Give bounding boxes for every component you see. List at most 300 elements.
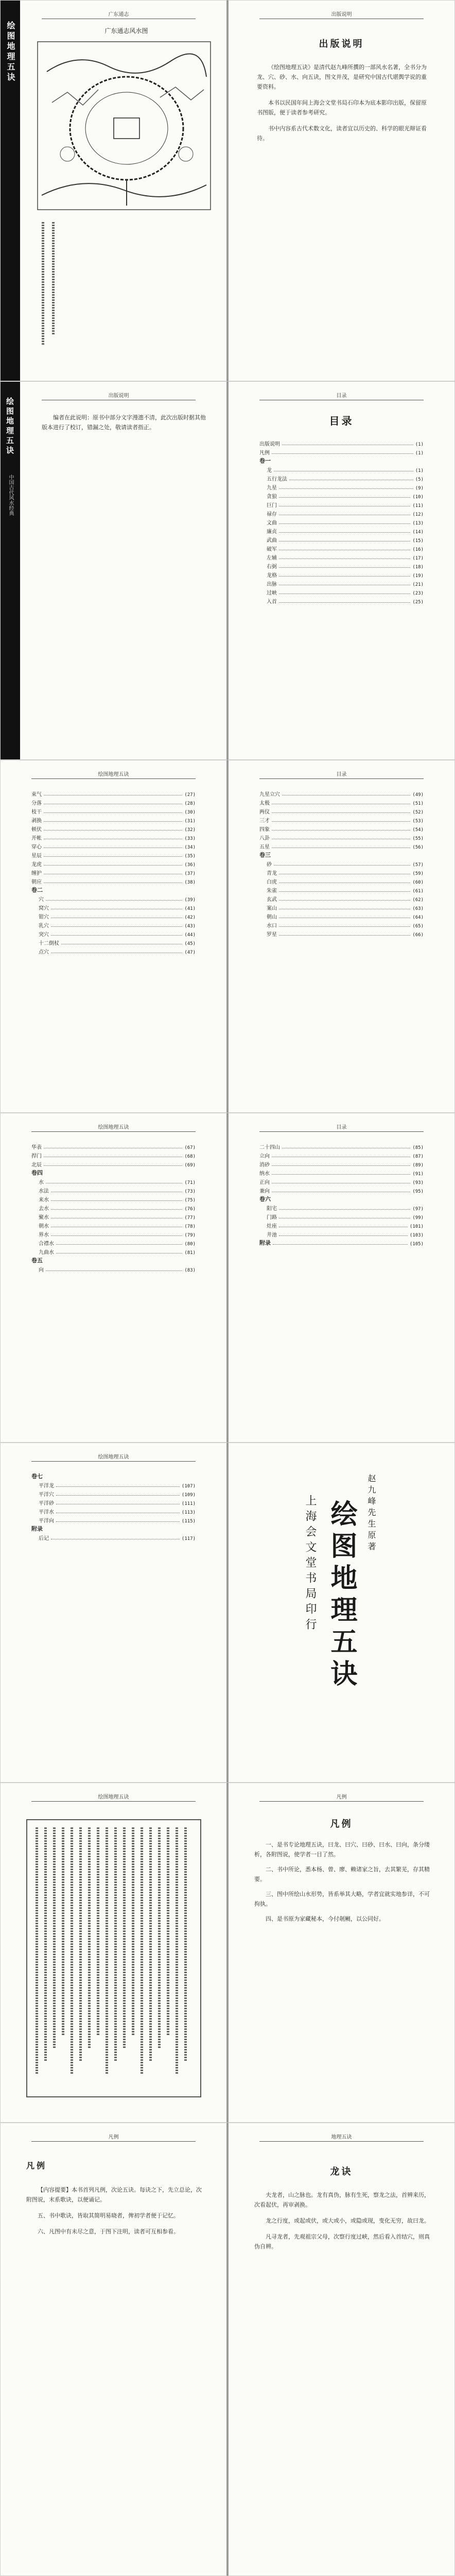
toc-entry-title: 聚水: [39, 1215, 49, 1221]
toc-page-number: (85): [412, 1145, 424, 1150]
running-head: 广东通志: [42, 10, 196, 19]
title-page-title: 绘图地理五诀: [326, 1500, 357, 1691]
toc-entry: [259, 833, 424, 841]
toc-page-number: (12): [412, 512, 424, 517]
manuscript-text-column: [62, 1827, 64, 2036]
page-left: [0, 760, 227, 1113]
spine-subtitle: 中国古代风水经典: [8, 474, 13, 516]
dot-leader: [279, 900, 410, 901]
toc-section-heading: [259, 1194, 424, 1203]
toc-entry: [259, 911, 424, 920]
toc-entry-title: 北辰: [31, 1162, 42, 1168]
toc-entry: [259, 1142, 424, 1150]
toc-entry-title: 穴: [39, 897, 44, 903]
dot-leader: [279, 1209, 410, 1210]
toc-entry: [259, 894, 424, 903]
toc-page-number: (25): [412, 600, 424, 605]
toc-entry: [259, 815, 424, 824]
page-right: [227, 381, 455, 760]
toc-entry: [31, 1150, 196, 1159]
dot-leader: [273, 1244, 408, 1245]
toc-page-number: (115): [181, 1519, 196, 1524]
toc-page-number: (23): [412, 591, 424, 596]
manuscript-columns: [32, 1825, 195, 2091]
toc-entry: [31, 841, 196, 850]
toc-entry: [31, 1264, 196, 1273]
manuscript-text-column: [141, 1827, 143, 2075]
scan-residue: [31, 222, 216, 361]
manuscript-text-column: [158, 1827, 161, 2049]
toc-entry: [31, 911, 196, 920]
toc-entry-title: 开帐: [31, 836, 42, 841]
toc-entry: [31, 920, 196, 929]
toc-page-number: (1): [415, 451, 424, 456]
toc-page-number: (45): [184, 941, 196, 946]
toc-page-number: (93): [412, 1180, 424, 1185]
dot-leader: [279, 558, 410, 559]
toc-page-number: (10): [412, 495, 424, 500]
toc-entry: [259, 535, 424, 544]
toc-entry: [259, 1212, 424, 1221]
toc-entry-title: 白虎: [267, 879, 277, 885]
toc-page-number: (57): [412, 862, 424, 868]
toc-page-number: (64): [412, 915, 424, 920]
toc-entry: [259, 579, 424, 587]
toc-entry: [259, 1150, 424, 1159]
paragraph: 《绘图地理五诀》是清代赵九峰所撰的一部风水名著，全书分为龙、穴、砂、水、向五诀，图文并茂，是研究中国古代堪舆学说的重要资料。: [257, 64, 427, 90]
toc-entry-title: 卷三: [259, 852, 271, 858]
toc-entry: [259, 1203, 424, 1212]
toc-section-heading: [31, 1168, 196, 1177]
book-spread: [0, 1443, 455, 1783]
toc-page-number: (78): [184, 1224, 196, 1229]
toc-entry-title: 九星立穴: [259, 792, 280, 798]
page-left: [0, 1443, 227, 1783]
toc-entry-title: 合襟水: [39, 1241, 54, 1247]
book-spread: [0, 1783, 455, 2123]
toc-entry: [259, 465, 424, 473]
toc-entry-title: 突穴: [39, 932, 49, 938]
toc-page-number: (111): [181, 1501, 196, 1506]
toc-entry: [31, 850, 196, 859]
toc-entry: [259, 1177, 424, 1185]
toc-entry-title: 卷六: [259, 1196, 271, 1202]
toc-entry-title: 兼向: [259, 1189, 270, 1194]
book-spread: [0, 2123, 455, 2576]
toc-section-heading: [259, 1238, 424, 1247]
feng-shui-map: [37, 41, 212, 211]
toc-entry-title: 出版说明: [259, 442, 280, 447]
toc-entry: [31, 1212, 196, 1221]
toc-entry: [259, 1221, 424, 1229]
manuscript-text-column: [149, 1827, 152, 2062]
toc-page-number: (21): [412, 582, 424, 587]
toc-entry-title: 九星: [267, 485, 277, 491]
toc-list: [31, 789, 196, 955]
toc-entry: [259, 526, 424, 535]
manuscript-text-column: [88, 1827, 91, 2049]
toc-entry-title: 朱雀: [267, 888, 277, 894]
running-head: 出版说明: [42, 391, 196, 400]
dot-leader: [56, 1244, 182, 1245]
dot-leader: [44, 821, 182, 822]
toc-entry-title: 五行龙法: [267, 477, 287, 482]
toc-entry-title: 附录: [31, 1526, 43, 1532]
toc-page-number: (66): [412, 933, 424, 938]
toc-entry-title: 缠护: [31, 871, 42, 876]
manuscript-text-column: [184, 1827, 187, 2062]
toc-page-number: (53): [412, 819, 424, 824]
toc-page-number: (71): [184, 1180, 196, 1185]
page-left: [0, 0, 227, 381]
dot-leader: [279, 567, 410, 568]
toc-list: [31, 1142, 196, 1273]
toc-entry-title: 三才: [259, 818, 270, 824]
toc-section-heading: [259, 456, 424, 465]
toc-entry: [259, 438, 424, 447]
toc-entry: [31, 868, 196, 876]
toc-entry-title: 五星: [259, 844, 270, 850]
toc-entry: [31, 1238, 196, 1247]
toc-entry: [259, 1185, 424, 1194]
publisher-line: 上海会文堂书局印行: [304, 1495, 317, 1634]
toc-entry-title: 贪狼: [267, 494, 277, 500]
toc-page-number: (59): [412, 871, 424, 876]
toc-page-number: (62): [412, 897, 424, 903]
toc-entry: [259, 1159, 424, 1168]
toc-entry: [259, 929, 424, 938]
dot-leader: [44, 865, 182, 866]
toc-page-number: (14): [412, 530, 424, 535]
paragraph: 一、是书专论地理五诀，曰龙、曰穴、曰砂、曰水、曰向，条分缕析，各附图说，使学者一目了然。: [254, 1841, 430, 1858]
toc-entry-title: 卷二: [31, 887, 43, 893]
toc-entry: [31, 946, 196, 955]
toc-entry-title: 卷五: [31, 1257, 43, 1264]
toc-page-number: (105): [409, 1242, 424, 1247]
toc-entry-title: 乳穴: [39, 923, 49, 929]
toc-page-number: (95): [412, 1189, 424, 1194]
toc-section-heading: [259, 850, 424, 859]
toc-entry-title: 朝山: [267, 914, 277, 920]
toc-entry-title: 水口: [267, 923, 277, 929]
toc-page-number: (28): [184, 801, 196, 806]
preface-continued: [42, 413, 206, 432]
toc-page-number: (73): [184, 1189, 196, 1194]
toc-entry: [259, 859, 424, 868]
dot-leader: [56, 1486, 180, 1487]
toc-page-number: (76): [184, 1207, 196, 1212]
book-spread: [0, 760, 455, 1113]
dot-leader: [279, 935, 410, 936]
toc-entry-title: 文曲: [267, 520, 277, 526]
toc-entry-title: 平洋龙: [39, 1483, 54, 1489]
toc-list: [259, 1142, 424, 1247]
manuscript-text-column: [123, 1827, 126, 2049]
section-title: 凡例: [26, 2161, 47, 2171]
toc-entry-title: 禄存: [267, 512, 277, 517]
toc-page-number: (113): [181, 1510, 196, 1515]
toc-page-number: (33): [184, 836, 196, 841]
toc-entry-title: 出脉: [267, 582, 277, 587]
toc-entry: [31, 806, 196, 815]
toc-page-number: (36): [184, 862, 196, 868]
toc-entry: [259, 491, 424, 500]
toc-page-number: (31): [184, 819, 196, 824]
toc-page-number: (54): [412, 827, 424, 833]
dot-leader: [279, 523, 410, 524]
manuscript-text-column: [106, 1827, 108, 2075]
toc-page-number: (5): [415, 477, 424, 482]
toc-entry-title: 太极: [259, 801, 270, 806]
running-head: 目录: [259, 770, 424, 779]
toc-page-number: (81): [184, 1250, 196, 1256]
toc-page-number: (35): [184, 854, 196, 859]
dot-leader: [279, 497, 410, 498]
dot-leader: [272, 1174, 410, 1175]
toc-page-number: (99): [412, 1215, 424, 1221]
toc-entry-title: 正向: [259, 1180, 270, 1185]
dot-leader: [279, 576, 410, 577]
toc-entry: [259, 544, 424, 552]
toc-page-number: (49): [412, 792, 424, 798]
paragraph: 本书以民国年间上海会文堂书局石印本为底本影印出版，保留原书图版，便于读者参考研究。: [257, 99, 427, 116]
dot-leader: [44, 812, 182, 813]
toc-section-heading: [31, 1471, 196, 1480]
book-spread: [0, 1113, 455, 1443]
page-left: [0, 1783, 227, 2123]
toc-entry-title: 砂: [267, 862, 272, 868]
toc-entry: [31, 1142, 196, 1150]
toc-entry: [31, 1221, 196, 1229]
preface-body: [257, 62, 429, 143]
toc-entry: [31, 824, 196, 833]
paragraph: 书中内容系古代术数文化，读者宜以历史的、科学的眼光辩证看待。: [257, 125, 427, 142]
toc-entry-title: 卷七: [31, 1473, 43, 1480]
running-head: 绘图地理五诀: [31, 1123, 196, 1132]
toc-entry-title: 朝应: [31, 879, 42, 885]
running-head: 绘图地理五诀: [31, 1792, 196, 1802]
toc-entry: [31, 1533, 196, 1541]
toc-list: [259, 789, 424, 938]
toc-page-number: (60): [412, 880, 424, 885]
toc-page-number: (117): [181, 1536, 196, 1541]
manuscript-text-column: [176, 1827, 178, 2075]
toc-page-number: (61): [412, 889, 424, 894]
toc-page-number: (41): [184, 906, 196, 911]
running-head: 凡例: [31, 2132, 196, 2142]
toc-entry: [259, 1168, 424, 1177]
manuscript-text-column: [114, 1827, 117, 2062]
toc-entry-title: 平洋砂: [39, 1501, 54, 1506]
toc-page-number: (19): [412, 573, 424, 579]
toc-entry-title: 玄武: [267, 897, 277, 903]
toc-entry-title: 青龙: [267, 871, 277, 876]
toc-entry: [259, 509, 424, 517]
dot-leader: [56, 1521, 180, 1522]
paragraph: 凡寻龙者，先观祖宗父母，次察行度过峡，然后看入首结穴，则真伪自辨。: [254, 2233, 430, 2250]
dot-leader: [51, 926, 182, 927]
toc-entry-title: 灶座: [267, 1224, 277, 1229]
running-head: 绘图地理五诀: [31, 1452, 196, 1462]
fanli-continued: [26, 2185, 203, 2236]
toc-entry: [31, 876, 196, 885]
dot-leader: [272, 830, 410, 831]
section-title: 出版说明: [319, 39, 364, 49]
toc-title: 目录: [329, 415, 354, 427]
toc-entry: [31, 903, 196, 911]
paragraph: 【内容提要】本书首列凡例，次论五诀。每诀之下，先立总论，次附图说，末系歌诀，以便诵记。: [26, 2187, 202, 2203]
toc-page-number: (43): [184, 924, 196, 929]
manuscript-text-column: [97, 1827, 99, 2036]
dot-leader: [279, 926, 410, 927]
toc-page-number: (97): [412, 1207, 424, 1212]
toc-page-number: (9): [415, 486, 424, 491]
toc-entry: [259, 552, 424, 561]
toc-entry-title: 华表: [31, 1145, 42, 1150]
page-left: [0, 381, 227, 760]
manuscript-text-column: [79, 1827, 82, 2062]
toc-page-number: (75): [184, 1198, 196, 1203]
fanli-body: [254, 1840, 431, 1924]
toc-entry: [31, 798, 196, 806]
dot-leader: [279, 532, 410, 533]
toc-page-number: (17): [412, 556, 424, 561]
author-line: 赵九峰先生原著: [366, 1474, 376, 1553]
toc-entry-title: 八卦: [259, 836, 270, 841]
toc-entry: [259, 561, 424, 570]
toc-entry-title: 卷一: [259, 457, 271, 464]
page-right: [227, 1443, 455, 1783]
dot-leader: [272, 1165, 410, 1166]
toc-entry: [31, 1498, 196, 1506]
toc-page-number: (83): [184, 1268, 196, 1273]
toc-entry-title: 过峡: [267, 590, 277, 596]
toc-entry: [259, 517, 424, 526]
section-title: 龙诀: [330, 2166, 353, 2177]
toc-page-number: (51): [412, 801, 424, 806]
page-left: [0, 2123, 227, 2576]
manuscript-text-column: [132, 1827, 134, 2036]
page-right: [227, 760, 455, 1113]
dot-leader: [272, 812, 410, 813]
toc-entry: [259, 596, 424, 605]
toc-list: [31, 1471, 196, 1541]
toc-entry: [31, 789, 196, 798]
toc-section-heading: [31, 1256, 196, 1264]
toc-entry: [31, 1489, 196, 1498]
page-right: [227, 2123, 455, 2576]
section-title: 凡例: [330, 1819, 353, 1829]
running-head: 凡例: [259, 1792, 424, 1802]
toc-entry-title: 案山: [267, 906, 277, 911]
toc-entry-title: 立向: [259, 1154, 270, 1159]
toc-entry-title: 纳水: [259, 1171, 270, 1177]
toc-page-number: (89): [412, 1163, 424, 1168]
toc-entry: [31, 938, 196, 946]
paragraph: 四、是书原为家藏秘本，今付剞劂，以公同好。: [266, 1916, 384, 1922]
toc-entry: [31, 833, 196, 841]
toc-entry: [31, 859, 196, 868]
toc-page-number: (39): [184, 897, 196, 903]
toc-page-number: (101): [409, 1224, 424, 1229]
toc-entry: [259, 1229, 424, 1238]
toc-entry-title: 水法: [39, 1189, 49, 1194]
toc-entry: [259, 587, 424, 596]
manuscript-text-column: [44, 1827, 47, 2062]
toc-page-number: (69): [184, 1163, 196, 1168]
toc-entry-title: 四象: [259, 827, 270, 833]
toc-entry-title: 龙格: [267, 573, 277, 579]
toc-entry-title: 阳宅: [267, 1206, 277, 1212]
paragraph: 二、书中所论，悉本杨、曾、廖、赖诸家之旨，去其繁芜，存其精要。: [254, 1866, 430, 1883]
toc-page-number: (68): [184, 1154, 196, 1159]
toc-entry-title: 平洋水: [39, 1510, 54, 1515]
paragraph: 夫龙者，山之脉也。龙有真伪，脉有生死，察龙之法，首辨来历，次看起伏，再审剥换。: [254, 2192, 430, 2208]
toc-entry: [31, 1194, 196, 1203]
toc-entry: [259, 876, 424, 885]
toc-entry: [259, 473, 424, 482]
toc-section-heading: [31, 885, 196, 894]
toc-entry-title: 二十四山: [259, 1145, 280, 1150]
toc-page-number: (91): [412, 1172, 424, 1177]
dot-leader: [272, 821, 410, 822]
dot-leader: [51, 1235, 182, 1236]
running-head: 出版说明: [259, 10, 424, 19]
dot-leader: [279, 488, 413, 489]
toc-entry: [31, 929, 196, 938]
toc-page-number: (32): [184, 827, 196, 833]
toc-page-number: (65): [412, 924, 424, 929]
paragraph: 六、凡图中有未尽之意，于图下注明，读者可互相参看。: [38, 2228, 179, 2235]
toc-entry-title: 平洋向: [39, 1518, 54, 1524]
toc-entry-title: 十二倒杖: [39, 941, 59, 946]
toc-page-number: (15): [412, 538, 424, 544]
toc-entry-title: 破军: [267, 547, 277, 552]
toc-entry: [31, 1515, 196, 1524]
toc-entry-title: 来水: [39, 1197, 49, 1203]
facsimile-page: [26, 1819, 201, 2097]
toc-entry: [31, 1203, 196, 1212]
toc-entry-title: 左辅: [267, 555, 277, 561]
dot-leader: [279, 1235, 408, 1236]
running-head: 绘图地理五诀: [31, 770, 196, 779]
toc-entry: [259, 868, 424, 876]
paragraph: 五、书中歌诀，皆取其简明易晓者，俾初学者便于记忆。: [38, 2212, 179, 2219]
page-right: [227, 1113, 455, 1443]
toc-entry-title: 平洋穴: [39, 1492, 54, 1498]
manuscript-text-column: [71, 1827, 73, 2075]
toc-entry-title: 钳穴: [39, 914, 49, 920]
toc-entry-title: 点穴: [39, 950, 49, 955]
toc-entry: [259, 920, 424, 929]
toc-page-number: (56): [412, 845, 424, 850]
toc-entry-title: 廉贞: [267, 529, 277, 535]
running-head: 目录: [259, 391, 424, 400]
toc-page-number: (52): [412, 810, 424, 815]
toc-entry-title: 穿心: [31, 844, 42, 850]
toc-entry-title: 星辰: [31, 853, 42, 859]
toc-page-number: (18): [412, 565, 424, 570]
toc-page-number: (44): [184, 933, 196, 938]
toc-entry: [31, 1506, 196, 1515]
toc-entry: [31, 1159, 196, 1168]
toc-entry-title: 朝水: [39, 1224, 49, 1229]
dot-leader: [279, 602, 410, 603]
toc-entry-title: 分落: [31, 801, 42, 806]
toc-page-number: (37): [184, 871, 196, 876]
toc-entry: [259, 570, 424, 579]
dot-leader: [46, 900, 182, 901]
